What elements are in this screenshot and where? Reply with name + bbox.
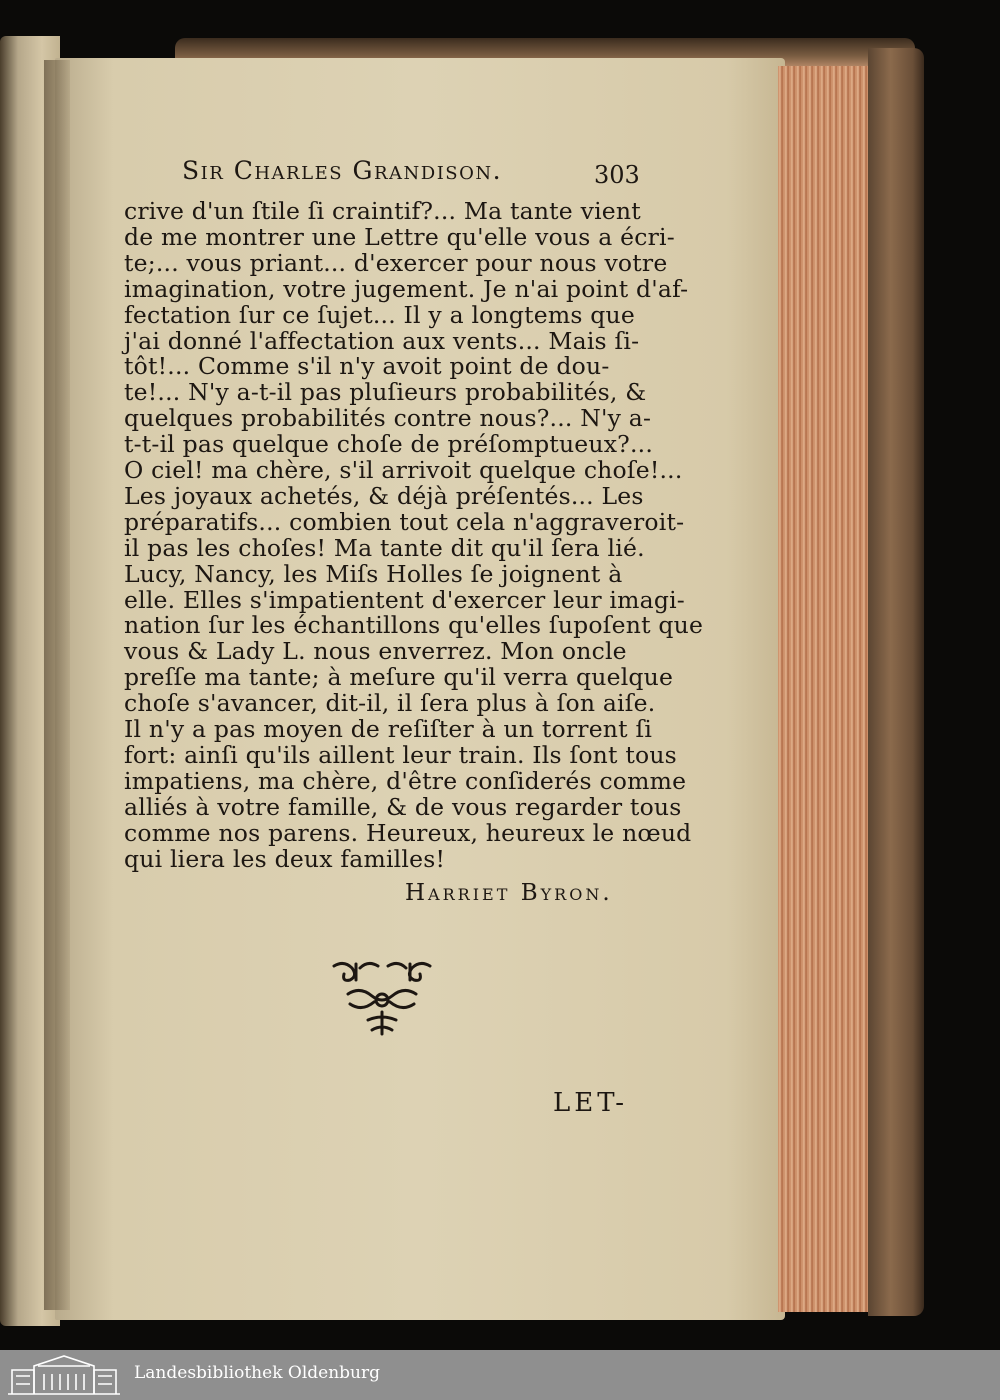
text-line: Les joyaux achetés, & déjà préſentés... Les: [124, 481, 644, 510]
binding-cover-edge: [868, 48, 924, 1316]
text-line: alliés à votre famille, & de vous regarder tous: [124, 792, 682, 821]
running-head: Sir Charles Grandison.: [182, 156, 503, 185]
text-line: te!... N'y a-t-il pas pluſieurs probabilités, &: [124, 378, 647, 407]
text-line: tôt!... Comme s'il n'y avoit point de dou-: [124, 352, 610, 381]
page-gutter: [44, 60, 70, 1310]
text-line: vous & Lady L. nous enverrez. Mon oncle: [124, 637, 627, 666]
printers-ornament: [328, 958, 436, 1038]
library-building-icon: [4, 1352, 124, 1398]
catchword: LET-: [553, 1088, 629, 1118]
text-line: Il n'y a pas moyen de reſiſter à un torrent ſi: [124, 715, 653, 743]
text-line: O ciel! ma chère, s'il arrivoit quelque choſe!...: [124, 456, 683, 484]
text-line: nation ſur les échantillons qu'elles ſupoſent que: [124, 611, 704, 640]
text-line: choſe s'avancer, dit-il, il ſera plus à ſon aiſe.: [124, 689, 656, 718]
text-line: préparatifs... combien tout cela n'aggraveroit-: [124, 507, 685, 536]
text-line: qui liera les deux familles!: [124, 844, 446, 873]
page-number: 303: [594, 161, 640, 189]
letter-signature: Harriet Byron.: [405, 880, 613, 906]
text-line: comme nos parens. Heureux, heureux le nœud: [124, 818, 692, 847]
text-line: t-t-il pas quelque choſe de préſomptueux?...: [124, 430, 653, 459]
text-line: impatiens, ma chère, d'être conſiderés comme: [124, 766, 687, 795]
text-line: Lucy, Nancy, les Miſs Holles ſe joignent à: [124, 559, 623, 588]
text-line: quelques probabilités contre nous?... N'y a-: [124, 404, 652, 433]
text-line: imagination, votre jugement. Je n'ai point d'af-: [124, 274, 689, 303]
text-line: crive d'un ſtile ſi craintif?... Ma tante vient: [124, 197, 641, 225]
text-line: te;... vous priant... d'exercer pour nous votre: [124, 248, 668, 277]
text-line: de me montrer une Lettre qu'elle vous a écri-: [124, 222, 675, 251]
text-line: fectation ſur ce ſujet... Il y a longtems que: [124, 300, 635, 329]
text-line: elle. Elles s'impatientent d'exercer leur imagi-: [124, 585, 685, 614]
text-line: fort: ainſi qu'ils aillent leur train. Ils ſont tous: [124, 740, 677, 769]
text-line: preſſe ma tante; à meſure qu'il verra quelque: [124, 663, 674, 692]
text-line: j'ai donné l'affectation aux vents... Mais ſi-: [124, 326, 640, 355]
footer-library-name: Landesbibliothek Oldenburg: [134, 1363, 381, 1383]
footer-bar: [0, 1350, 1000, 1400]
text-line: il pas les choſes! Ma tante dit qu'il ſera lié.: [124, 533, 645, 562]
page-fore-edges: [778, 66, 870, 1312]
